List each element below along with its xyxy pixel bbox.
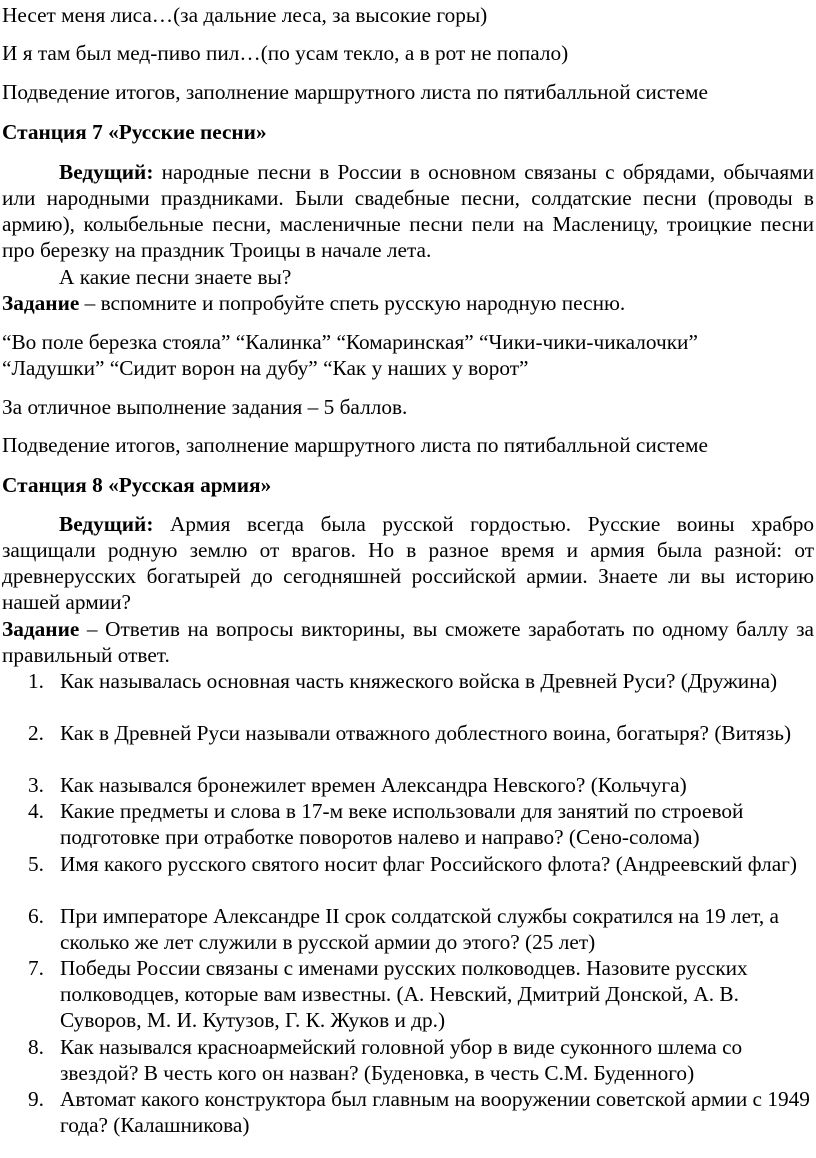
quiz-number: 1. <box>28 669 44 693</box>
station7-host-paragraph <box>2 159 814 263</box>
quiz-text: При императоре Александре II срок солдатской службы сократился на 19 лет, а сколько же лет служили в русской армии до этого? (25 лет) <box>60 904 779 954</box>
station7-heading: Станция 7 «Русские песни» <box>2 120 267 144</box>
quiz-question-7 <box>2 955 814 1033</box>
station7-task-label: Задание <box>2 291 80 315</box>
quiz-question-3 <box>2 772 814 798</box>
station7-question: А какие песни знаете вы? <box>59 265 292 289</box>
songs-line-1: “Во поле березка стояла” “Калинка” “Комаринская” “Чики-чики-чикалочки” <box>2 330 698 354</box>
quiz-text: Автомат какого конструктора был главным на вооружении советской армии с 1949 года? (Калашникова) <box>60 1087 810 1137</box>
quiz-question-8 <box>2 1034 814 1086</box>
line-summary-2: Подведение итогов, заполнение маршрутного листа по пятибалльной системе <box>2 433 708 457</box>
quiz-number: 6. <box>28 904 44 928</box>
station8-host-paragraph <box>2 511 814 615</box>
songs-line-2: “Ладушки” “Сидит ворон на дубу” “Как у наших у ворот” <box>2 356 529 380</box>
quiz-number: 2. <box>28 721 44 745</box>
quiz-question-5 <box>2 851 814 877</box>
station7-host-text: народные песни в России в основном связаны с обрядами, обычаями или народными праздниками. Были свадебные песни, солдатские песни (проводы в армию), колыбельные песни, масленичные песни пели на Масленицу, троицкие песни про березку на праздник Троицы в начале лета. <box>2 160 814 262</box>
quiz-text: Как назывался красноармейский головной убор в виде суконного шлема со звездой? В честь кого он назван? (Буденовка, в честь С.М. Буденного) <box>60 1035 743 1085</box>
quiz-question-2 <box>2 720 814 746</box>
station8-host-text: Армия всегда была русской гордостью. Русские воины храбро защищали родную землю от врагов. Но в разное время и армия была разной: от древнерусских богатырей до сегодняшней российской армии. Знаете ли вы историю нашей армии? <box>2 512 814 614</box>
quiz-number: 3. <box>28 773 44 797</box>
station8-task <box>2 616 814 668</box>
station7-task <box>2 290 814 316</box>
quiz-text: Как назывался бронежилет времен Александра Невского? (Кольчуга) <box>60 773 687 797</box>
quiz-number: 4. <box>28 799 44 823</box>
quiz-number: 9. <box>28 1087 44 1111</box>
quiz-text: Имя какого русского святого носит флаг Российского флота? (Андреевский флаг) <box>60 852 797 876</box>
quiz-number: 5. <box>28 852 44 876</box>
line-fox: Несет меня лиса…(за дальние леса, за высокие горы) <box>2 3 488 27</box>
station7-task-text: – вспомните и попробуйте спеть русскую народную песню. <box>79 291 626 315</box>
quiz-text: Победы России связаны с именами русских полководцев. Назовите русских полководцев, которые вам известны. (А. Невский, Дмитрий Донской, А. В. Суворов, М. И. Кутузов, Г. К. Жуков и др.) <box>60 956 748 1032</box>
station7-score: За отличное выполнение задания – 5 баллов. <box>2 395 408 419</box>
station8-task-text: – Ответив на вопросы викторины, вы сможете заработать по одному баллу за правильный ответ. <box>2 617 814 667</box>
station8-heading: Станция 8 «Русская армия» <box>2 473 272 497</box>
quiz-text: Как называлась основная часть княжеского войска в Древней Руси? (Дружина) <box>60 669 778 693</box>
quiz-question-4 <box>2 798 814 850</box>
quiz-text: Как в Древней Руси называли отважного доблестного воина, богатыря? (Витязь) <box>60 721 792 745</box>
quiz-text: Какие предметы и слова в 17-м веке использовали для занятий по строевой подготовке при отработке поворотов налево и направо? (Сено-солома) <box>60 799 744 849</box>
station8-host-label: Ведущий: <box>59 512 154 536</box>
station8-task-label: Задание <box>2 617 80 641</box>
line-summary-1: Подведение итогов, заполнение маршрутного листа по пятибалльной системе <box>2 80 708 104</box>
quiz-number: 8. <box>28 1035 44 1059</box>
quiz-question-1 <box>2 668 814 694</box>
quiz-number: 7. <box>28 956 44 980</box>
quiz-question-6 <box>2 903 814 955</box>
quiz-question-9 <box>2 1086 814 1138</box>
line-mead: И я там был мед-пиво пил…(по усам текло, а в рот не попало) <box>2 41 569 65</box>
station7-host-label: Ведущий: <box>59 160 154 184</box>
